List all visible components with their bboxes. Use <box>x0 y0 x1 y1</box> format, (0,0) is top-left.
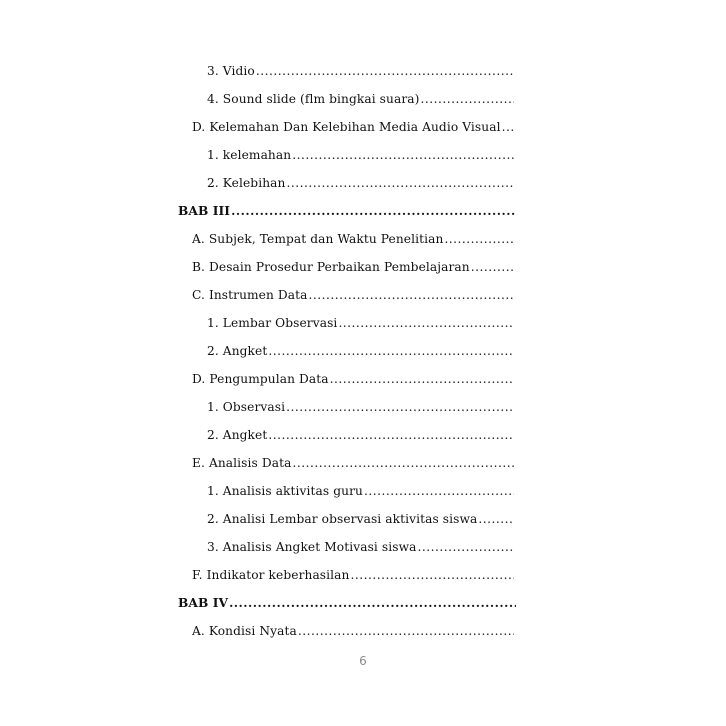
toc-entry-label: 4. Sound slide (flm bingkai suara) <box>207 92 420 106</box>
toc-entry-kelebihan <box>207 176 514 194</box>
toc-entry-vidio <box>207 64 514 82</box>
toc-entry-label: 1. Observasi <box>207 400 286 414</box>
toc-entry-label: F. Indikator keberhasilan <box>192 568 350 582</box>
toc-entry-analisi-lembar-observasi <box>207 512 514 530</box>
toc-entry-label: D. Kelemahan Dan Kelebihan Media Audio Visual <box>192 120 501 134</box>
toc-entry-subjek <box>192 232 514 250</box>
toc-chapter-label: BAB IV <box>178 596 229 610</box>
toc-entry-label: 2. Angket <box>207 344 268 358</box>
toc-entry-label: A. Kondisi Nyata <box>192 624 297 638</box>
dot-leader <box>286 400 514 414</box>
toc-entry-label: E. Analisis Data <box>192 456 292 470</box>
toc-entry-angket <box>207 344 514 362</box>
dot-leader <box>231 204 516 218</box>
dot-leader <box>418 540 514 554</box>
dot-leader <box>298 624 514 638</box>
toc-entry-label: 3. Analisis Angket Motivasi siswa <box>207 540 417 554</box>
toc-entry-analisis-aktivitas-guru <box>207 484 514 502</box>
dot-leader <box>478 512 514 526</box>
toc-entry-bab-iii <box>178 204 516 222</box>
toc-entry-label: 2. Kelebihan <box>207 176 286 190</box>
toc-entry-label: 2. Angket <box>207 428 268 442</box>
dot-leader <box>268 344 514 358</box>
dot-leader <box>471 260 514 274</box>
dot-leader <box>350 568 514 582</box>
toc-entry-sound-slide <box>207 92 514 110</box>
toc-entry-observasi <box>207 400 514 418</box>
dot-leader <box>309 288 514 302</box>
dot-leader <box>502 120 514 134</box>
dot-leader <box>256 64 514 78</box>
dot-leader <box>286 176 514 190</box>
toc-entry-indikator <box>192 568 514 586</box>
toc-entry-kelemahan-kelebihan <box>192 120 514 138</box>
page-number: 6 <box>359 654 367 668</box>
dot-leader <box>421 92 515 106</box>
toc-entry-label: 1. kelemahan <box>207 148 292 162</box>
toc-entry-label: 3. Vidio <box>207 64 255 78</box>
toc-entry-angket-2 <box>207 428 514 446</box>
dot-leader <box>229 596 516 610</box>
toc-chapter-label: BAB III <box>178 204 231 218</box>
toc-entry-label: 1. Analisis aktivitas guru <box>207 484 363 498</box>
toc-entry-bab-iv <box>178 596 516 614</box>
toc-entry-label: 2. Analisi Lembar observasi aktivitas siswa <box>207 512 478 526</box>
dot-leader <box>268 428 514 442</box>
toc-entry-label: C. Instrumen Data <box>192 288 308 302</box>
toc-entry-label: D. Pengumpulan Data <box>192 372 329 386</box>
toc-entry-label: A. Subjek, Tempat dan Waktu Penelitian <box>192 232 444 246</box>
toc-entry-desain-prosedur <box>192 260 514 278</box>
toc-entry-analisis-angket <box>207 540 514 558</box>
toc-entry-kelemahan <box>207 148 514 166</box>
dot-leader <box>338 316 514 330</box>
toc-entry-label: B. Desain Prosedur Perbaikan Pembelajaran <box>192 260 470 274</box>
toc-entry-label: 1. Lembar Observasi <box>207 316 338 330</box>
dot-leader <box>292 456 514 470</box>
dot-leader <box>330 372 514 386</box>
toc-entry-instrumen-data <box>192 288 514 306</box>
toc-entry-pengumpulan-data <box>192 372 514 390</box>
toc-entry-lembar-observasi <box>207 316 514 334</box>
dot-leader <box>444 232 514 246</box>
toc-entry-analisis-data <box>192 456 514 474</box>
dot-leader <box>292 148 514 162</box>
dot-leader <box>364 484 514 498</box>
toc-entry-kondisi-nyata <box>192 624 514 642</box>
